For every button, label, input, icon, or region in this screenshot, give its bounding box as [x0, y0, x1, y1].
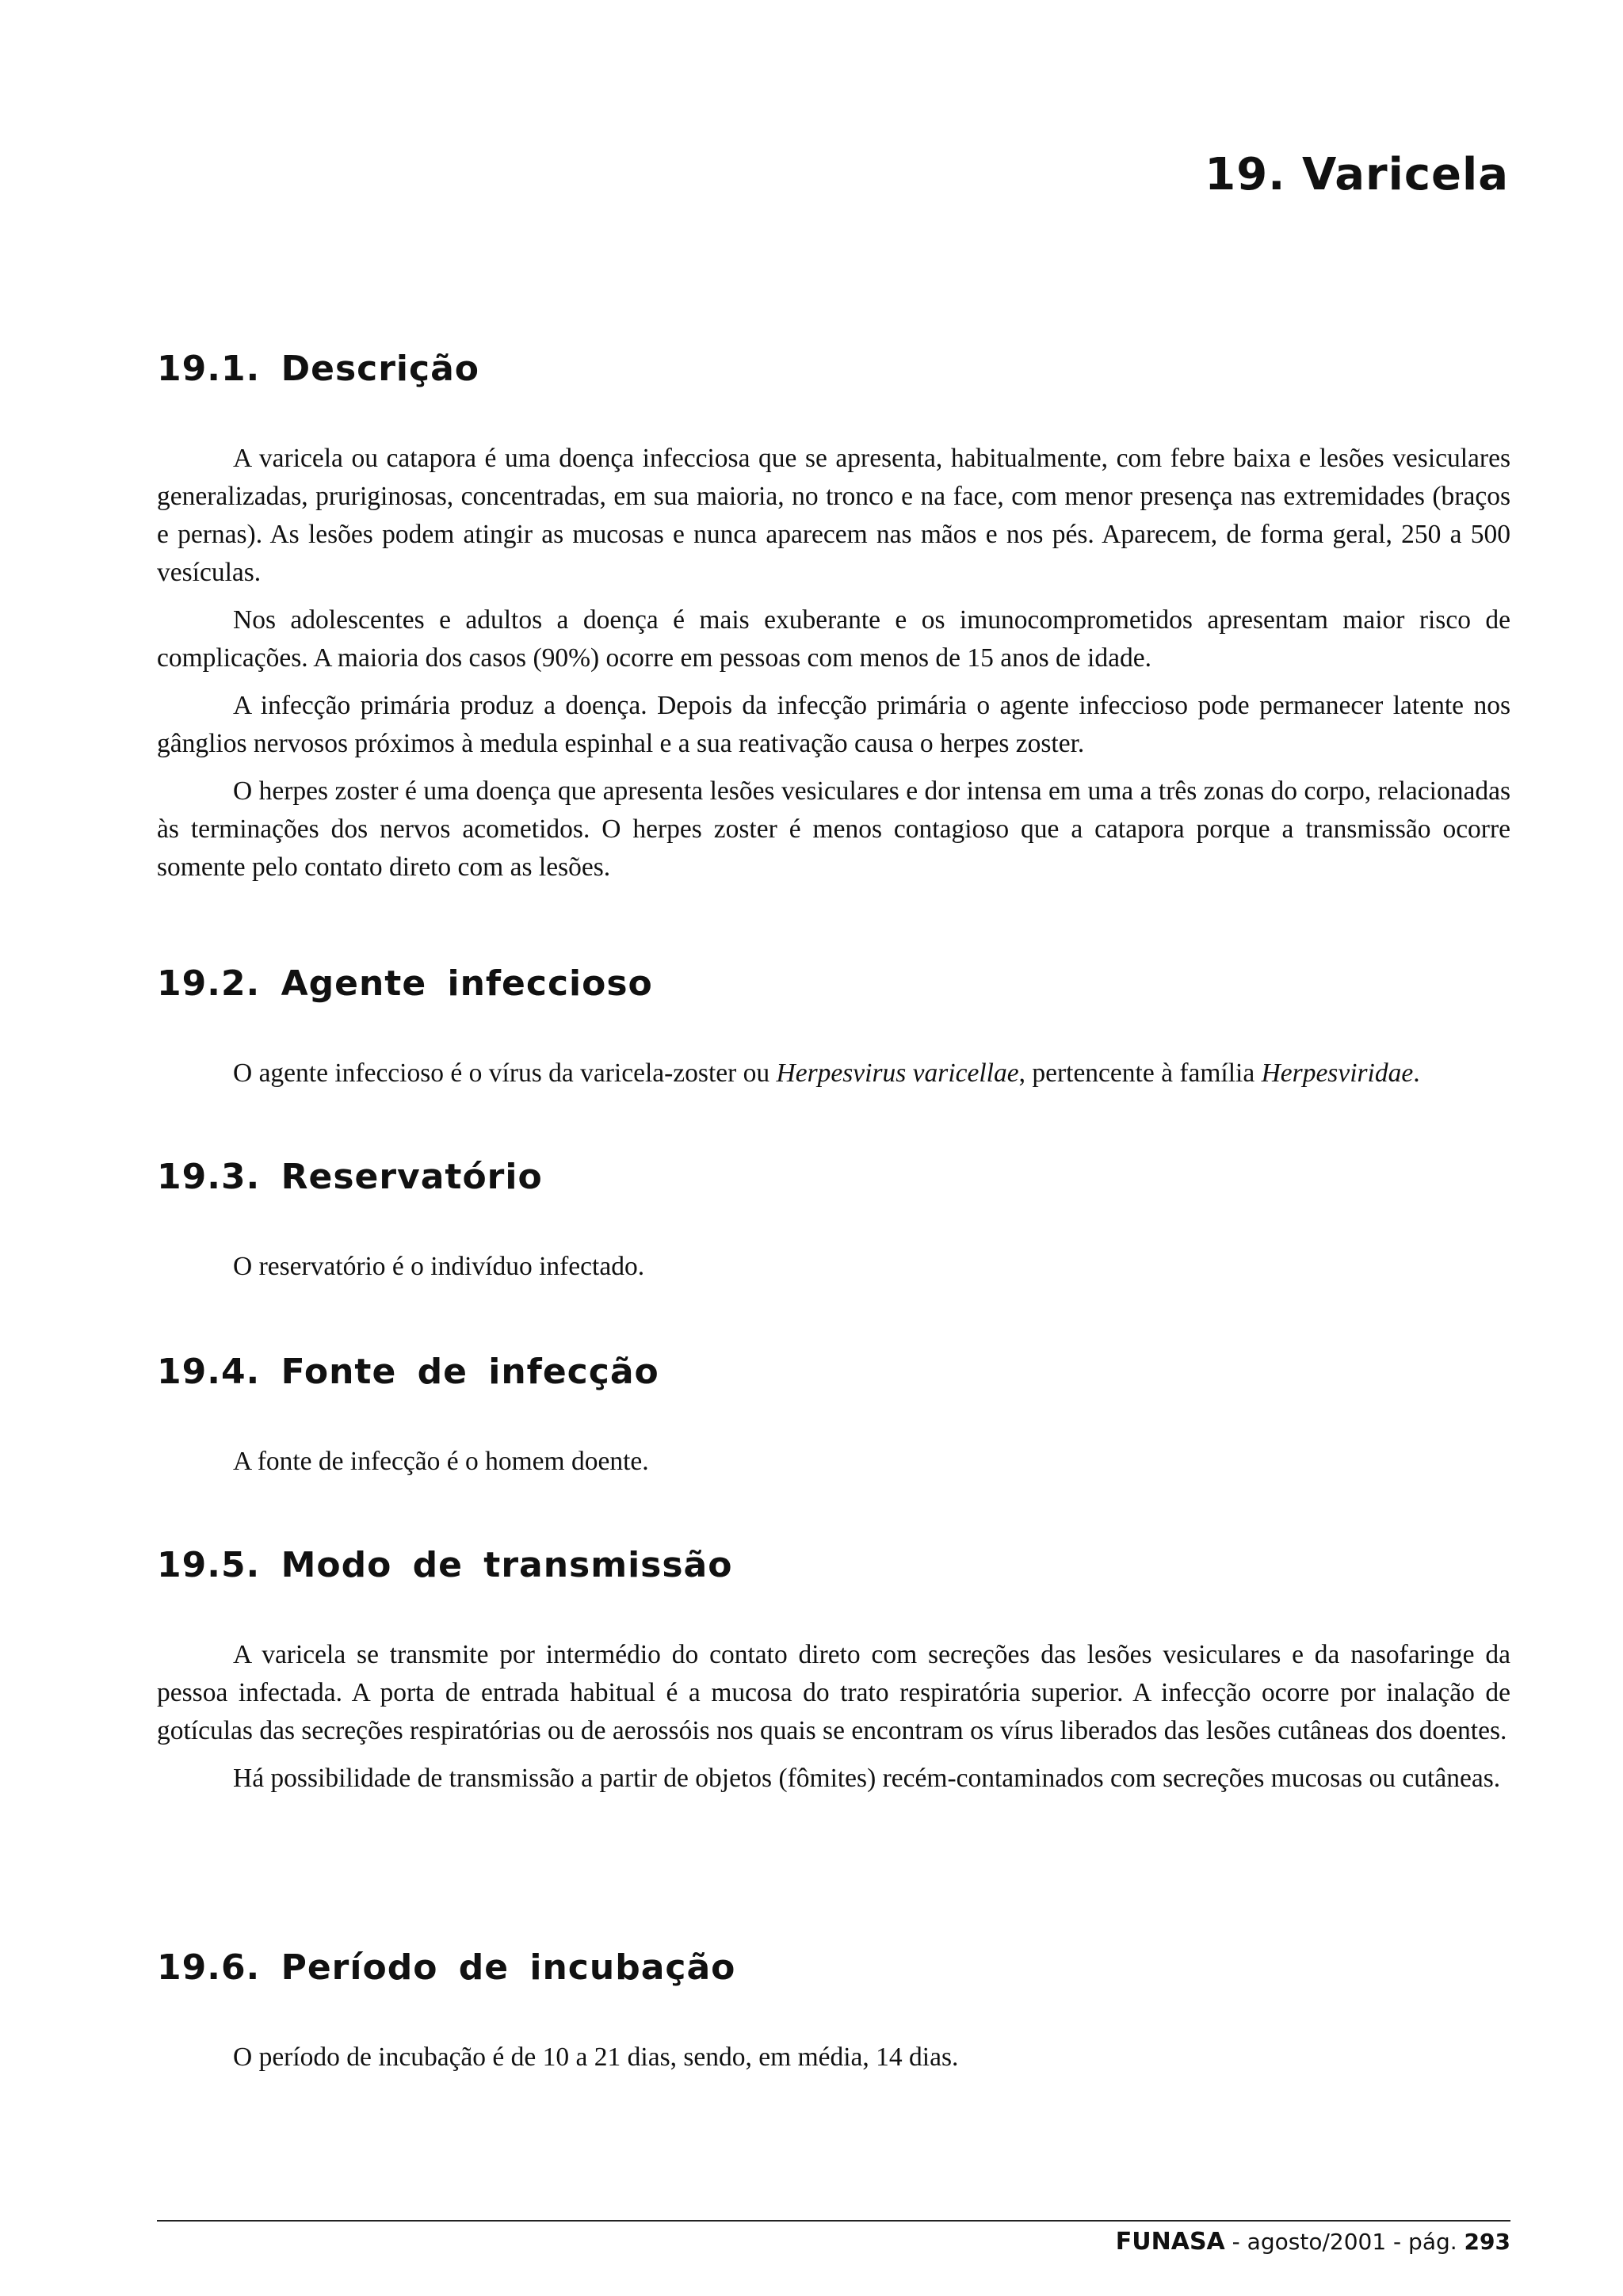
- paragraph: A infecção primária produz a doença. Depois da infecção primária o agente infeccioso pode permanecer latente nos gânglios nervosos próximos à medula espinhal e a sua reativação causa o herpes zoster.: [157, 691, 1510, 758]
- section-body: [157, 1443, 1510, 1481]
- section-reservatorio: [157, 1157, 1510, 1286]
- paragraph: O herpes zoster é uma doença que apresenta lesões vesiculares e dor intensa em uma a três zonas do corpo, relacionadas às terminações dos nervos acometidos. O herpes zoster é menos contagioso que a catapora porque a transmissão ocorre somente pelo contato direto com as lesões.: [157, 776, 1510, 882]
- text-run: , pertencente à família: [1018, 1058, 1262, 1088]
- page-footer: [1116, 2228, 1510, 2256]
- chapter-title: 19. Varicela: [1205, 149, 1509, 200]
- section-descricao: [157, 349, 1510, 887]
- footer-brand: FUNASA: [1115, 2228, 1225, 2256]
- section-heading: 19.1. Descrição: [157, 349, 480, 389]
- section-heading: 19.6. Período de incubação: [157, 1947, 736, 1988]
- paragraph: A fonte de infecção é o homem doente.: [233, 1447, 649, 1476]
- section-body: [157, 1248, 1510, 1286]
- section-modo-de-transmissao: [157, 1545, 1510, 1798]
- section-body: [157, 1636, 1510, 1798]
- text-run: O agente infeccioso é o vírus da varicela-zoster ou: [233, 1058, 777, 1088]
- section-heading: 19.2. Agente infeccioso: [157, 963, 653, 1004]
- section-fonte-de-infeccao: [157, 1352, 1510, 1481]
- paragraph: [157, 1055, 1510, 1093]
- paragraph: A varicela se transmite por intermédio do contato direto com secreções das lesões vesiculares e da nasofaringe da pessoa infectada. A porta de entrada habitual é a mucosa do trato respiratória superior. A infecção ocorre por inalação de gotículas das secreções respiratórias ou de aerossóis nos quais se encontram os vírus liberados das lesões cutâneas dos doentes.: [157, 1640, 1510, 1745]
- section-body: [157, 1055, 1510, 1093]
- section-agente-infeccioso: [157, 963, 1510, 1093]
- paragraph: Nos adolescentes e adultos a doença é mais exuberante e os imunocomprometidos apresentam maior risco de complicações. A maioria dos casos (90%) ocorre em pessoas com menos de 15 anos de idade.: [157, 605, 1510, 673]
- paragraph: Há possibilidade de transmissão a partir de objetos (fômites) recém-contaminados com secreções mucosas ou cutâneas.: [233, 1764, 1501, 1793]
- section-heading: 19.5. Modo de transmissão: [157, 1545, 733, 1585]
- section-heading: 19.3. Reservatório: [157, 1157, 543, 1197]
- species-name: Herpesvirus varicellae: [776, 1058, 1019, 1088]
- paragraph: O reservatório é o indivíduo infectado.: [233, 1252, 645, 1281]
- text-run: .: [1413, 1058, 1420, 1088]
- footer-divider: [157, 2220, 1510, 2222]
- page-number: 293: [1464, 2229, 1510, 2255]
- paragraph: O período de incubação é de 10 a 21 dias, sendo, em média, 14 dias.: [233, 2042, 959, 2072]
- footer-date: - agosto/2001 - pág.: [1224, 2229, 1465, 2255]
- section-periodo-de-incubacao: [157, 1947, 1510, 2077]
- family-name: Herpesviridae: [1261, 1058, 1414, 1088]
- section-body: [157, 2039, 1510, 2077]
- paragraph: A varicela ou catapora é uma doença infecciosa que se apresenta, habitualmente, com febre baixa e lesões vesiculares generalizadas, pruriginosas, concentradas, em sua maioria, no tronco e na face, com menor presença nas extremidades (braços e pernas). As lesões podem atingir as mucosas e nunca aparecem nas mãos e nos pés. Aparecem, de forma geral, 250 a 500 vesículas.: [157, 444, 1510, 587]
- section-body: [157, 440, 1510, 887]
- section-heading: 19.4. Fonte de infecção: [157, 1352, 659, 1392]
